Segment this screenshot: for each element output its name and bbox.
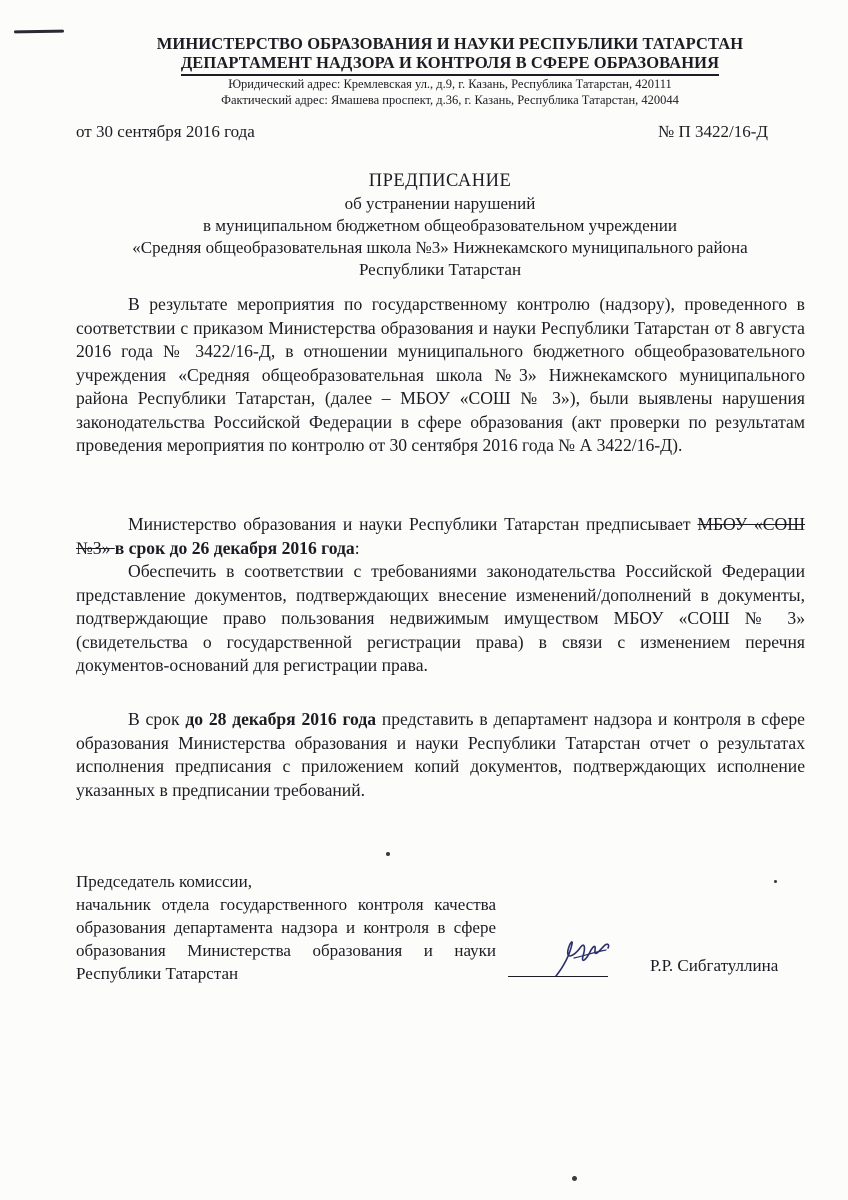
document-date: от 30 сентября 2016 года: [76, 122, 255, 141]
paragraph-findings: В результате мероприятия по государственному контролю (надзору), проведенного в соответствии с приказом Министерства образования и науки Республики Татарстан от 8 августа 2016 года № 3422/16-Д, в отношении муниципального бюджетного общеобразовательного учреждения «Средняя общеобразовательная школа №3» Нижнекамского муниципального района Республики Татарстан, (далее – МБОУ «СОШ № 3»), были выявлены нарушения законодательства Российской Федерации в сфере образования (акт проверки по результатам проведения мероприятия по контролю от 30 сентября 2016 года № А 3422/16-Д).: [76, 294, 805, 455]
paragraph-deadline: В срок до 28 декабря 2016 года представить в департамент надзора и контроля в сфере образования Министерства образования и науки Республики Татарстан отчет о результатах исполнения предписания с приложением копий документов, подтверждающих исполнение указанных в предписании требований.: [76, 709, 805, 800]
date-number-line: [76, 122, 768, 142]
department-name: ДЕПАРТАМЕНТ НАДЗОРА И КОНТРОЛЯ В СФЕРЕ ОБРАЗОВАНИЯ: [181, 53, 719, 76]
scan-mark: [14, 30, 64, 34]
letterhead: [120, 34, 780, 108]
signatory-chair: Председатель комиссии,: [76, 872, 253, 891]
legal-address: Юридический адрес: Кремлевская ул., д.9, г. Казань, Республика Татарстан, 420111: [228, 77, 672, 91]
scan-dot: [386, 852, 390, 856]
title-line-1: об устранении нарушений: [344, 194, 536, 213]
signatory-block: [76, 870, 496, 985]
title-line-2: в муниципальном бюджетном общеобразовательном учреждении: [203, 216, 677, 235]
paragraph-requirement: Обеспечить в соответствии с требованиями законодательства Российской Федерации представление документов, подтверждающих внесение изменений/дополнений в документы, подтверждающие право пользования недвижимым имуществом МБОУ «СОШ № 3» (свидетельства о государственной регистрации права) в связи с изменением перечня документов-оснований для регистрации права.: [76, 561, 805, 675]
title-main: ПРЕДПИСАНИЕ: [368, 171, 512, 191]
title-line-3: «Средняя общеобразовательная школа №3» Нижнекамского муниципального района: [132, 238, 748, 257]
document-number: № П 3422/16-Д: [658, 122, 768, 141]
title-line-4: Республики Татарстан: [358, 260, 522, 279]
ministry-name: МИНИСТЕРСТВО ОБРАЗОВАНИЯ И НАУКИ РЕСПУБЛИКИ ТАТАРСТАН: [156, 34, 744, 53]
signatory-role: начальник отдела государственного контроля качества образования департамента надзора и контроля в сфере образования Министерства образования и науки Республики Татарстан: [76, 895, 496, 983]
document-title: [76, 170, 804, 281]
scan-dot: [774, 880, 777, 883]
signature-line: [508, 976, 608, 977]
handwritten-signature: [550, 936, 620, 980]
paragraph-order: Министерство образования и науки Республики Татарстан предписывает МБОУ «СОШ №3» в срок до 26 декабря 2016 года:: [76, 514, 806, 558]
actual-address: Фактический адрес: Ямашева проспект, д.36, г. Казань, Республика Татарстан, 420044: [221, 93, 679, 107]
signatory-name: Р.Р. Сибгатуллина: [650, 956, 779, 975]
scan-dot: [572, 1176, 577, 1181]
